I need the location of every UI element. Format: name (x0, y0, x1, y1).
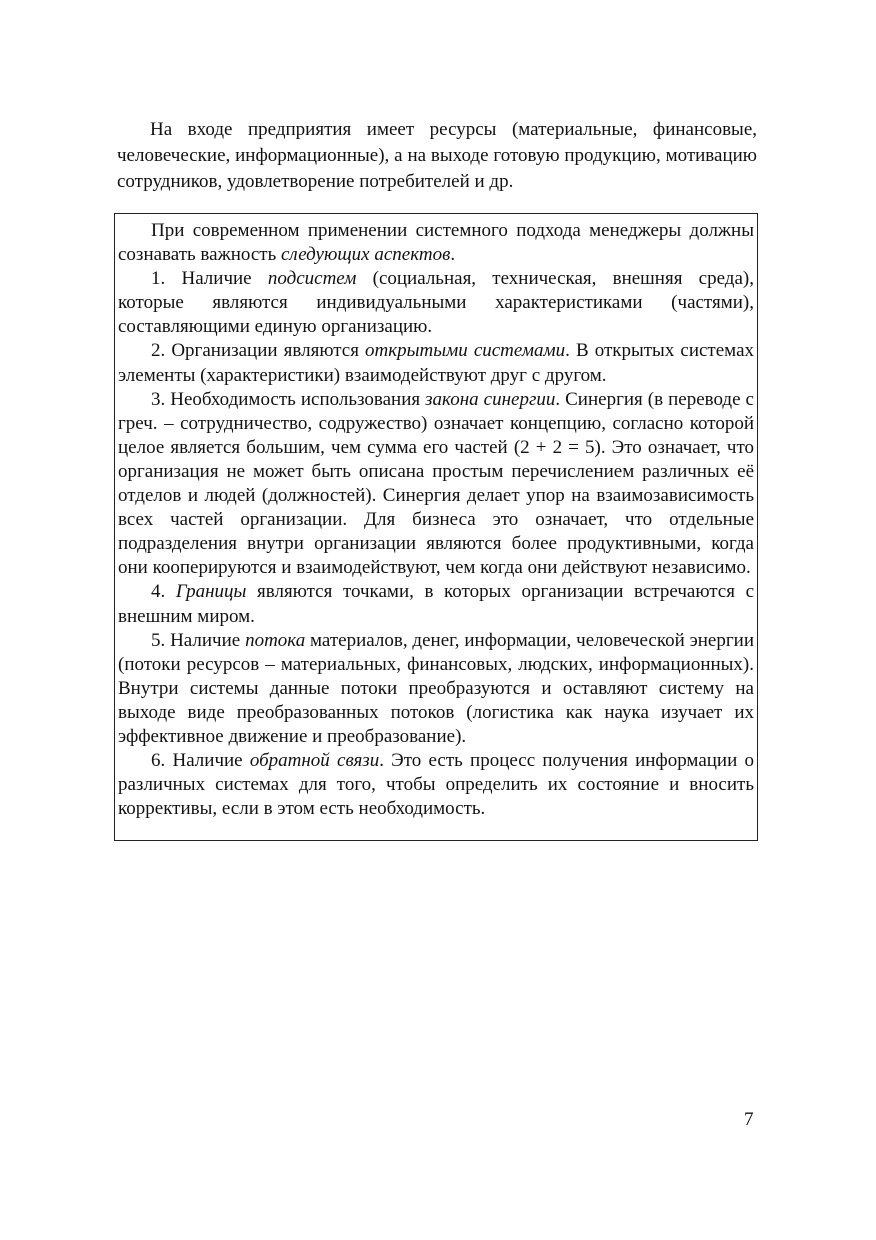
aspect-item-1 (118, 267, 754, 339)
box-lead-paragraph (118, 219, 754, 267)
aspect-item-2 (118, 339, 754, 387)
aspect-text-after: (социальная, техническая, внешняя среда), которые являются индивидуальными характеристиками (частями), составляющими единую организацию. (118, 268, 754, 338)
aspect-text-before: 3. Необходимость использования (151, 388, 426, 410)
aspect-text-before: 2. Организации являются (151, 340, 366, 362)
aspect-item-5 (118, 629, 754, 749)
aspect-text-emphasis: открытыми системами (365, 340, 566, 362)
aspect-text-emphasis: подсистем (267, 268, 357, 290)
aspect-text-emphasis: Границы (175, 581, 247, 603)
lead-text-emphasis: следующих аспектов (281, 244, 451, 266)
intro-paragraph: На входе предприятия имеет ресурсы (материальные, финансовые, человеческие, информационные), а на выходе готовую продукцию, мотивацию сотрудников, удовлетворение потребителей и др. (117, 119, 757, 192)
aspect-item-4 (118, 580, 754, 628)
intro-paragraph-block (117, 117, 757, 195)
aspect-text-before: 1. Наличие (151, 268, 268, 290)
aspect-text-emphasis: обратной связи (249, 750, 380, 772)
lead-text-after: . (450, 244, 456, 266)
page-number: 7 (744, 1109, 754, 1130)
aspect-item-6 (118, 749, 754, 821)
aspect-text-after: . Синергия (в переводе с греч. – сотрудничество, содружество) означает концепцию, согласно которой целое является большим, чем сумма его частей (2 + 2 = 5). Это означает, что организация не может быть описана простым перечислением различных её отделов и людей (должностей). Синергия делает упор на взаимозависимость всех частей организации. Для бизнеса это означает, что отдельные подразделения внутри организации являются более продуктивными, когда они кооперируются и взаимодействуют, чем когда они действуют независимо. (118, 388, 754, 579)
lead-text-before: При современном применении системного подхода менеджеры должны сознавать важность (118, 220, 754, 266)
aspect-text-after: . Это есть процесс получения информации о различных системах для того, чтобы определить их состояние и вносить коррективы, если в этом есть необходимость. (118, 750, 754, 820)
aspect-text-after: материалов, денег, информации, человеческой энергии (потоки ресурсов – материальных, финансовых, людских, информационных). Внутри системы данные потоки преобразуются и оставляют систему на выходе виде преобразованных потоков (логистика как наука изучает их эффективное движение и преобразование). (118, 629, 754, 747)
aspect-text-emphasis: потока (245, 629, 306, 651)
aspect-item-3 (118, 388, 754, 581)
aspect-text-before: 6. Наличие (151, 750, 250, 772)
framed-aspects-box (114, 213, 758, 841)
aspect-text-after: являются точками, в которых организации встречаются с внешним миром. (118, 581, 755, 627)
aspect-text-before: 4. (151, 581, 176, 603)
aspect-text-before: 5. Наличие (151, 629, 246, 651)
aspect-text-emphasis: закона синергии (425, 388, 556, 410)
aspect-text-after: . В открытых системах элементы (характеристики) взаимодействуют друг с другом. (118, 340, 754, 386)
